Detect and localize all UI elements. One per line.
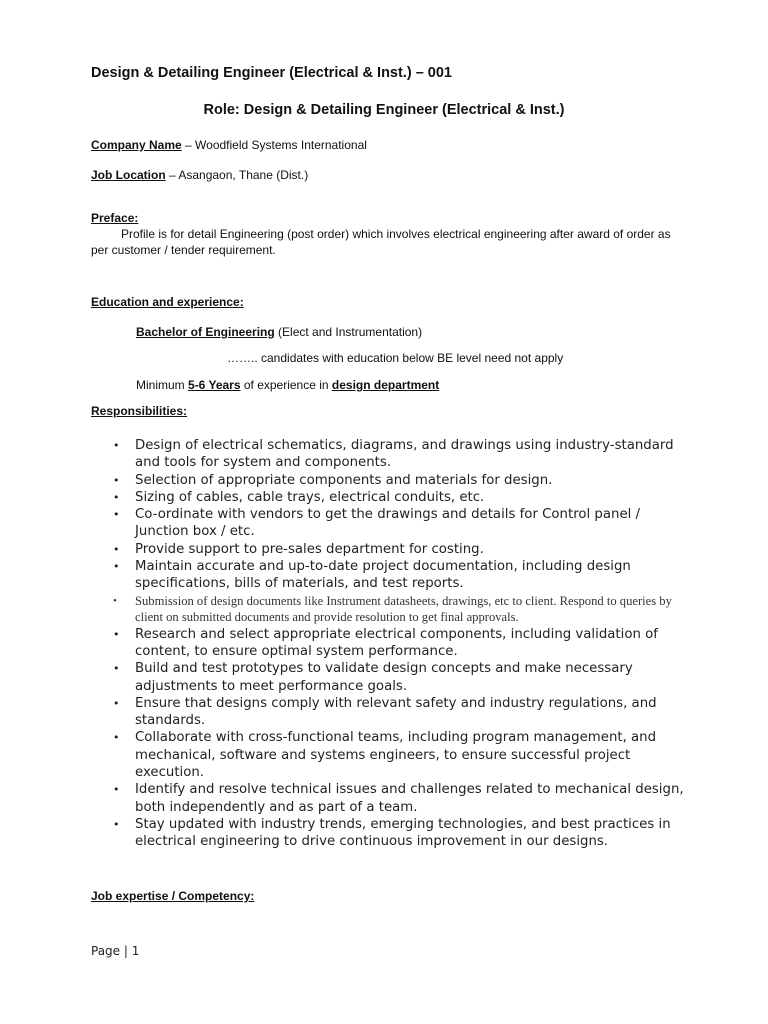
list-item [113,489,693,506]
list-item-text: Selection of appropriate components and materials for design. [135,472,553,488]
bullet-icon: • [113,817,120,831]
list-item-text: Build and test prototypes to validate design concepts and make necessary adjustments to meet performance goals. [135,661,633,694]
list-item-text: Provide support to pre-sales department for costing. [135,541,484,557]
bullet-icon: • [113,696,120,710]
bullet-icon: • [113,473,120,487]
list-item [113,781,693,816]
bullet-icon: • [113,594,117,607]
list-item-text: Submission of design documents like Instrument datasheets, drawings, etc to client. Respond to queries by client on submitted documents and provide resolution to get final approvals. [135,593,672,625]
company-name-label: Company Name [91,138,182,152]
bullet-icon: • [113,662,120,676]
experience-department: design department [331,378,440,392]
responsibilities-list [113,437,693,851]
job-location-separator: – [165,168,179,182]
bullet-icon: • [113,439,120,452]
list-item-text: Co-ordinate with vendors to get the drawings and details for Control panel / Junction box / etc. [135,507,641,540]
page-label: Page [91,944,121,958]
degree-name: Bachelor of Engineering [136,325,275,339]
page-footer [91,944,139,958]
education-note: …….. candidates with education below BE level need not apply [227,351,564,365]
responsibilities-heading: Responsibilities: [91,404,188,418]
bullet-icon: • [113,627,120,641]
bullet-icon: • [113,542,120,556]
list-item [113,558,693,593]
list-item [113,626,693,661]
preface-heading: Preface: [91,211,139,225]
footer-separator: | [123,944,128,958]
education-heading: Education and experience: [91,295,244,309]
page-number: 1 [131,944,140,958]
job-location-value: Asangaon, Thane (Dist.) [178,168,309,182]
list-item [113,729,693,781]
company-name-separator: – [181,138,196,152]
experience-mid: of experience in [240,378,332,392]
role-title: Role: Design & Detailing Engineer (Electrical & Inst.) [203,102,565,118]
list-item-text: Identify and resolve technical issues and challenges related to mechanical design, both independently and as part of a team. [135,782,684,815]
bullet-icon: • [113,731,120,745]
list-item-text: Research and select appropriate electrical components, including validation of content, to ensure optimal system performance. [135,626,658,659]
bullet-icon: • [113,783,120,797]
list-item-text: Stay updated with industry trends, emerging technologies, and best practices in electrical engineering to drive continuous improvement in our designs. [135,816,671,850]
company-name-value: Woodfield Systems International [195,138,367,152]
bullet-icon: • [113,560,120,574]
document-title: Design & Detailing Engineer (Electrical & Inst.) – 001 [91,65,452,81]
job-location-label: Job Location [91,168,166,182]
experience-years: 5-6 Years [188,378,241,392]
preface-text: Profile is for detail Engineering (post order) which involves electrical engineering after award of order as per customer / tender requirement. [91,227,671,257]
experience-line [136,378,439,392]
list-item [113,816,693,851]
list-item-text: Sizing of cables, cable trays, electrical conduits, etc. [135,489,485,505]
job-location-line [91,168,308,182]
list-item [113,695,693,730]
bullet-icon: • [113,508,120,522]
list-item [113,593,693,626]
list-item-text: Collaborate with cross-functional teams, including program management, and mechanical, software and systems engineers, to ensure successful project execution. [135,730,657,781]
list-item [113,660,693,695]
list-item-text: Maintain accurate and up-to-date project documentation, including design specifications, bills of materials, and test reports. [135,559,631,592]
bullet-icon: • [113,490,120,504]
experience-prefix: Minimum [136,378,189,392]
list-item-text: Ensure that designs comply with relevant safety and industry regulations, and standards. [135,695,657,729]
education-degree-line [136,325,422,339]
company-name-line [91,138,367,152]
list-item [113,472,693,489]
list-item [113,506,693,541]
list-item-text: Design of electrical schematics, diagrams, and drawings using industry-standard and tools for system and components. [135,438,674,471]
competency-heading: Job expertise / Competency: [91,889,255,903]
list-item [113,437,693,472]
list-item [113,541,693,558]
degree-detail: (Elect and Instrumentation) [274,325,423,339]
